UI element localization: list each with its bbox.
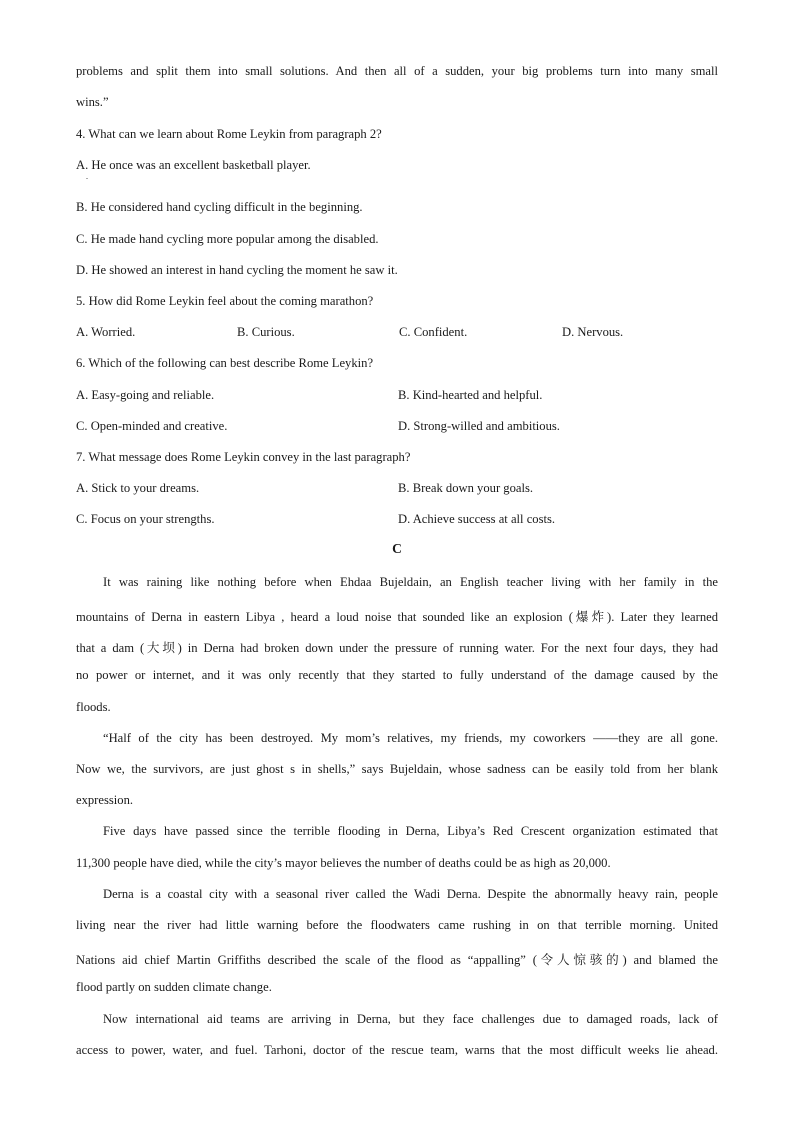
- text-line: problems and split them into small solutions. And then all of a sudden, your big problems turn into many small: [76, 64, 718, 78]
- question-stem: 6. Which of the following can best describe Rome Leykin?: [76, 356, 374, 370]
- option-b: B. Kind-hearted and helpful.: [398, 388, 543, 402]
- text-line: Five days have passed since the terrible flooding in Derna, Libya’s Red Crescent organization estimated that: [103, 824, 718, 838]
- text-line: that a dam (大坝) in Derna had broken down under the pressure of running water. For the next four days, they had: [76, 641, 718, 655]
- option-c: C. He made hand cycling more popular among the disabled.: [76, 232, 379, 246]
- option-c: C. Open-minded and creative.: [76, 419, 228, 433]
- option-d: D. Achieve success at all costs.: [398, 512, 556, 526]
- option-a: A. Easy-going and reliable.: [76, 388, 215, 402]
- text-line: mountains of Derna in eastern Libya , heard a loud noise that sounded like an explosion (爆炸). Later they learned: [76, 610, 718, 624]
- text-line: floods.: [76, 700, 111, 714]
- option-b: B. Curious.: [237, 325, 295, 339]
- option-c: C. Confident.: [399, 325, 468, 339]
- option-d: D. Strong-willed and ambitious.: [398, 419, 560, 433]
- text-line: Derna is a coastal city with a seasonal river called the Wadi Derna. Despite the abnormally heavy rain, people: [103, 887, 718, 901]
- option-a: A. He once was an excellent basketball player.: [76, 158, 311, 172]
- text-line: no power or internet, and it was only recently that they started to fully understand of the damage caused by the: [76, 668, 718, 682]
- stray-mark: .: [86, 172, 88, 181]
- text-line: It was raining like nothing before when Ehdaa Bujeldain, an English teacher living with her family in the: [103, 575, 718, 589]
- text-line: Nations aid chief Martin Griffiths described the scale of the flood as “appalling” (令人惊骇的) and blamed the: [76, 953, 718, 967]
- text-line: expression.: [76, 793, 134, 807]
- text-line: Now international aid teams are arriving in Derna, but they face challenges due to damaged roads, lack of: [103, 1012, 718, 1026]
- question-stem: 4. What can we learn about Rome Leykin from paragraph 2?: [76, 127, 382, 141]
- option-b: B. He considered hand cycling difficult in the beginning.: [76, 200, 363, 214]
- option-a: A. Stick to your dreams.: [76, 481, 200, 495]
- section-heading: C: [392, 541, 402, 556]
- option-d: D. He showed an interest in hand cycling the moment he saw it.: [76, 263, 398, 277]
- text-line: flood partly on sudden climate change.: [76, 980, 272, 994]
- question-stem: 7. What message does Rome Leykin convey in the last paragraph?: [76, 450, 411, 464]
- question-stem: 5. How did Rome Leykin feel about the coming marathon?: [76, 294, 374, 308]
- text-line: “Half of the city has been destroyed. My mom’s relatives, my friends, my coworkers ——they are all gone.: [103, 731, 718, 745]
- option-c: C. Focus on your strengths.: [76, 512, 215, 526]
- text-line: Now we, the survivors, are just ghost s in shells,” says Bujeldain, whose sadness can be easily told from her blank: [76, 762, 718, 776]
- option-a: A. Worried.: [76, 325, 136, 339]
- option-d: D. Nervous.: [562, 325, 624, 339]
- text-line: living near the river had little warning before the floodwaters came rushing in on that terrible morning. United: [76, 918, 718, 932]
- text-line: wins.”: [76, 95, 109, 109]
- option-b: B. Break down your goals.: [398, 481, 534, 495]
- text-line: 11,300 people have died, while the city’s mayor believes the number of deaths could be as high as 20,000.: [76, 856, 611, 870]
- text-line: access to power, water, and fuel. Tarhoni, doctor of the rescue team, warns that the most difficult weeks lie ahead.: [76, 1043, 718, 1057]
